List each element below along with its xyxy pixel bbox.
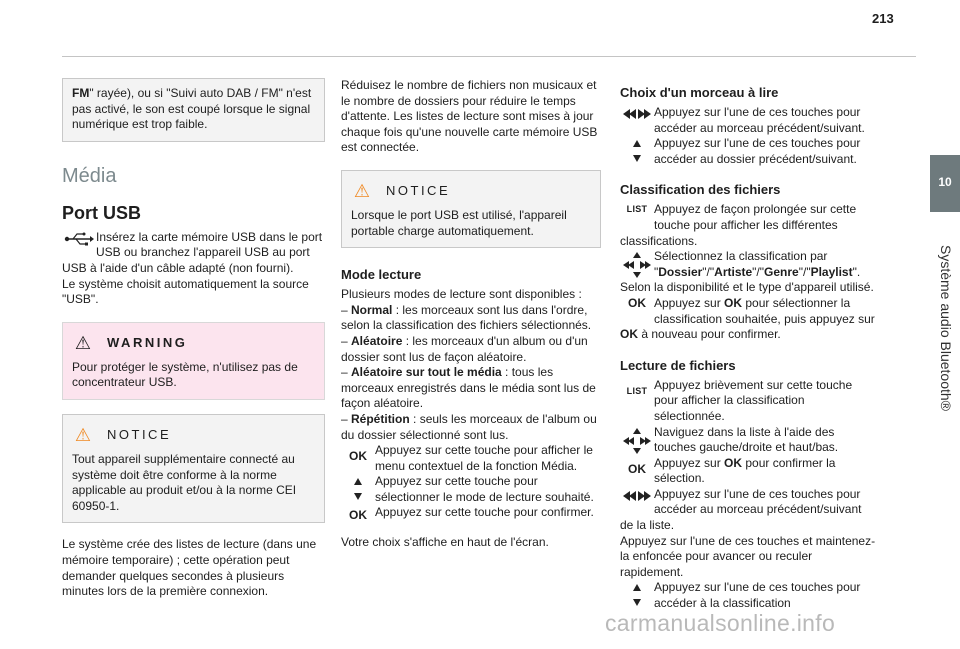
chapter-number: 10 (938, 175, 952, 189)
ok-menu-instruction: OK Appuyez sur cette touche pour afficher le menu contextuel de la fonction Média. (341, 443, 601, 474)
updown-mode-instruction: Appuyez sur cette touche pour sélectionner le mode de lecture souhaité. (341, 474, 601, 505)
notice-heading: NOTICE (107, 426, 172, 442)
left-right-arrows-icon (620, 487, 654, 515)
class-ok-instruction: OK Appuyez sur OK pour sélectionner la classification souhaitée, puis appuyez sur OK à nouveau pour confirmer. (620, 295, 875, 342)
header-rule (62, 56, 916, 57)
class-select-instruction: Sélectionnez la classification par "Dossier"/"Artiste"/"Genre"/"Playlist". (620, 249, 878, 280)
list-key-icon: LIST (626, 385, 648, 396)
ok-key-icon: OK (628, 461, 646, 476)
up-down-arrows-icon (620, 580, 654, 608)
mode-lecture-title: Mode lecture (341, 267, 422, 283)
class-note: Selon la disponibilité et le type d'appareil utilisé. (620, 280, 874, 295)
ok-key-icon: OK (628, 295, 646, 310)
up-down-arrows-icon (341, 474, 375, 502)
reduce-files-text: Réduisez le nombre de fichiers non musicaux et le nombre de dossiers pour réduire le temps d'attente. Les listes de lecture sont mises à jour chaque fois qu'une nouvelle carte mémoire USB est connectée. (341, 78, 598, 155)
read-ok-instruction: OK Appuyez sur OK pour confirmer la sélection. (620, 456, 878, 487)
choice-ud-instruction: Appuyez sur l'une de ces touches pour accéder au dossier précédent/suivant. (620, 136, 878, 167)
ok-confirm-instruction: OK Appuyez sur cette touche pour confirmer. (341, 505, 601, 521)
notice-text: Lorsque le port USB est utilisé, l'appareil portable charge automatiquement. (351, 207, 567, 238)
column-left (62, 78, 325, 600)
ok-key-icon: OK (349, 508, 367, 523)
mode-intro: Plusieurs modes de lecture sont disponibles : (341, 287, 582, 302)
classification-title: Classification des fichiers (620, 182, 781, 198)
four-way-arrows-icon (620, 425, 654, 455)
read-list-instruction: LIST Appuyez brièvement sur cette touche pour afficher la classification sélectionnée. (620, 378, 878, 425)
playlist-creation-text: Le système crée des listes de lecture (dans une mémoire temporaire) ; cette opération peut demander quelques secondes à plusieurs minutes lors de la première connexion. (62, 537, 317, 599)
usb-text: Insérez la carte mémoire USB dans le port USB ou branchez l'appareil USB au port USB à l'aide d'un câble adapté (non fourni). (62, 229, 323, 275)
choice-track-title: Choix d'un morceau à lire (620, 85, 779, 100)
left-right-arrows-icon (620, 105, 654, 121)
port-usb-title: Port USB (62, 202, 142, 223)
read-lr-instruction: Appuyez sur l'une de ces touches pour accéder au morceau précédent/suivant de la liste. (620, 486, 862, 533)
page-number: 213 (872, 11, 894, 26)
class-list-instruction: LIST Appuyez de façon prolongée sur cette touche pour afficher les différentes classifications. (620, 202, 857, 248)
notice-box-usb-charge (341, 170, 601, 248)
notice-heading: NOTICE (386, 182, 451, 198)
mode-normal: – Normal : les morceaux sont lus dans l'ordre, selon la classification des fichiers sélectionnés. (341, 302, 592, 333)
up-down-arrows-icon (620, 136, 654, 164)
usb-instruction (62, 230, 325, 277)
notice-box (62, 414, 325, 523)
read-nav-instruction: Naviguez dans la liste à l'aide des touches gauche/droite et haut/bas. (620, 425, 878, 456)
warning-triangle-icon: ⚠ (74, 332, 92, 353)
watermark: carmanualsonline.info (605, 610, 836, 636)
chapter-title: Système audio Bluetooth® (937, 245, 954, 411)
column-right (620, 78, 878, 612)
usb-source-text: Le système choisit automatiquement la source "USB". (62, 276, 309, 307)
warning-box (62, 322, 325, 400)
mode-random: – Aléatoire : les morceaux d'un album ou d'un dossier sont lus de façon aléatoire. (341, 333, 588, 364)
read-files-title: Lecture de fichiers (620, 357, 736, 373)
choice-display-text: Votre choix s'affiche en haut de l'écran. (341, 535, 549, 550)
mode-repeat: – Répétition : seuls les morceaux de l'album ou du dossier sélectionné sont lus. (341, 411, 597, 442)
usb-icon (62, 230, 96, 258)
four-way-arrows-icon (620, 249, 654, 279)
warning-text: Pour protéger le système, n'utilisez pas de concentrateur USB. (72, 359, 298, 390)
read-ud-instruction: Appuyez sur l'une de ces touches pour accéder à la classification (620, 580, 878, 611)
notice-triangle-icon: ⚠ (74, 424, 92, 445)
list-key-icon: LIST (626, 204, 648, 215)
choice-lr-instruction: Appuyez sur l'une de ces touches pour accéder au morceau précédent/suivant. (620, 105, 878, 136)
read-hold-text: Appuyez sur l'une de ces touches et maintenez-la enfoncée pour avancer ou reculer rapidement. (620, 533, 876, 579)
intro-text: FM" rayée), ou si "Suivi auto DAB / FM" n'est pas activé, le son est coupé lorsque le signal numérique est trop faible. (72, 86, 312, 132)
warning-heading: WARNING (107, 334, 188, 350)
column-middle (341, 78, 601, 551)
notice-text: Tout appareil supplémentaire connecté au système doit être conforme à la norme applicable au produit et/ou à la norme CEI 60950-1. (72, 451, 297, 513)
notice-triangle-icon: ⚠ (353, 180, 371, 201)
mode-random-all: – Aléatoire sur tout le média : tous les morceaux enregistrés dans le média sont lus de façon aléatoire. (341, 365, 596, 411)
section-title-media: Média (62, 164, 117, 187)
ok-key-icon: OK (349, 449, 367, 464)
intro-note-box (62, 78, 325, 142)
